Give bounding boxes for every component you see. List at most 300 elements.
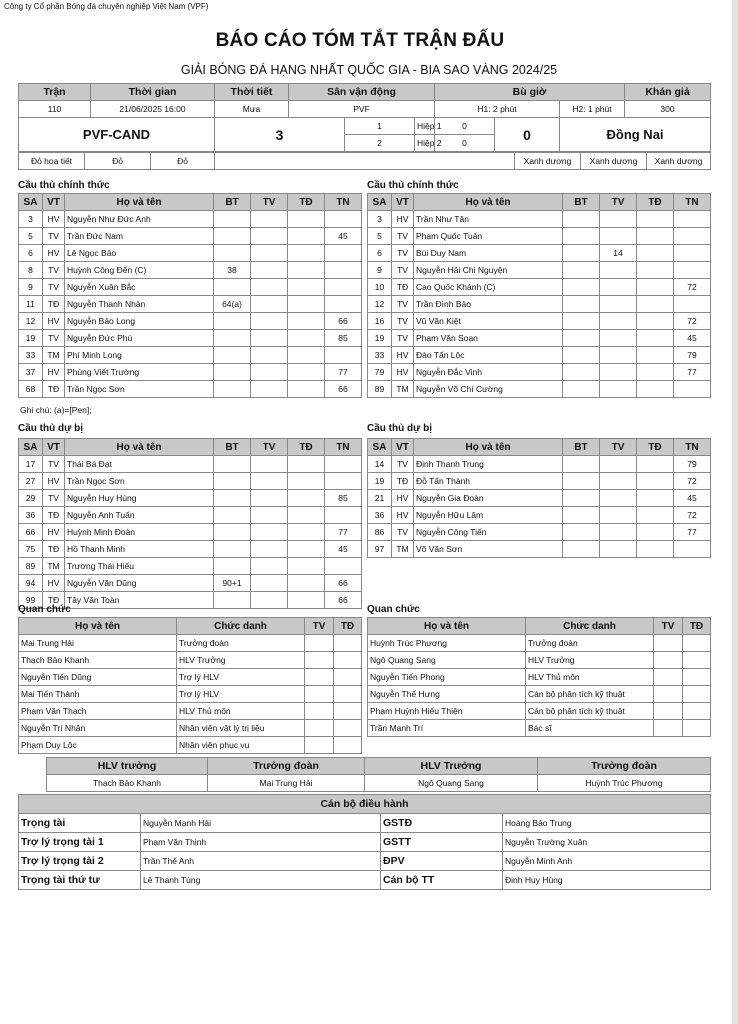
player-number: 99 xyxy=(19,592,43,609)
player-position: TĐ xyxy=(43,296,65,313)
official-red xyxy=(683,635,711,652)
player-name: Phạm Quốc Tuấn xyxy=(414,228,563,245)
yellow-card-minute xyxy=(251,490,288,507)
yellow-card-minute xyxy=(251,473,288,490)
player-row xyxy=(368,381,711,398)
player-position: HV xyxy=(43,524,65,541)
player-number: 3 xyxy=(19,211,43,228)
player-name: Huỳnh Công Đến (C) xyxy=(65,262,214,279)
staff-name-right: Nguyễn Trường Xuân xyxy=(503,833,711,852)
player-position: TĐ xyxy=(43,541,65,558)
col-header-extra-time: Bù giờ xyxy=(435,84,625,101)
official-red xyxy=(683,703,711,720)
player-row xyxy=(368,330,711,347)
away-officials-table xyxy=(367,617,711,737)
substitution-minute xyxy=(325,279,362,296)
player-number: 89 xyxy=(368,381,392,398)
signatures-table xyxy=(46,757,711,792)
official-role: HLV Trưởng xyxy=(526,652,654,669)
official-red xyxy=(683,652,711,669)
player-name: Phạm Văn Soạn xyxy=(414,330,563,347)
away-starting-title: Cầu thủ chính thức xyxy=(367,180,459,191)
goal-minute xyxy=(563,490,600,507)
player-position: TV xyxy=(392,296,414,313)
substitution-minute: 77 xyxy=(325,524,362,541)
staff-role-left: Trọng tài thứ tư xyxy=(19,871,141,890)
col-header-tv: TV xyxy=(654,618,683,635)
half1-label: Hiệp 1 xyxy=(415,118,435,135)
red-card-minute xyxy=(637,245,674,262)
goal-minute xyxy=(214,364,251,381)
yellow-card-minute xyxy=(251,262,288,279)
official-red xyxy=(334,669,362,686)
yellow-card-minute xyxy=(600,330,637,347)
player-position: HV xyxy=(392,211,414,228)
official-red xyxy=(334,652,362,669)
col-header-sa: SA xyxy=(19,439,43,456)
player-name: Nguyễn Như Đức Anh xyxy=(65,211,214,228)
staff-role-right: GSTĐ xyxy=(381,814,503,833)
sig-name-2: Mai Trung Hải xyxy=(208,775,365,792)
yellow-card-minute xyxy=(251,330,288,347)
half1-number: 1 xyxy=(345,118,415,135)
goal-minute xyxy=(563,473,600,490)
goal-minute: 64(a) xyxy=(214,296,251,313)
player-number: 8 xyxy=(19,262,43,279)
official-name: Phạm Văn Thạch xyxy=(19,703,177,720)
yellow-card-minute: 14 xyxy=(600,245,637,262)
col-header-name: Họ và tên xyxy=(368,618,526,635)
player-row xyxy=(368,262,711,279)
player-row xyxy=(368,211,711,228)
player-name: Hồ Thanh Minh xyxy=(65,541,214,558)
player-number: 37 xyxy=(19,364,43,381)
col-header-vt: VT xyxy=(43,439,65,456)
goal-minute xyxy=(563,228,600,245)
col-header-name: Họ và tên xyxy=(414,439,563,456)
substitution-minute xyxy=(325,211,362,228)
match-time: 21/06/2025 16:00 xyxy=(91,101,215,118)
player-number: 79 xyxy=(368,364,392,381)
player-row xyxy=(368,541,711,558)
goal-minute xyxy=(563,524,600,541)
player-name: Trương Thái Hiếu xyxy=(65,558,214,575)
home-kit-3: Đỏ xyxy=(151,153,215,170)
player-position: TV xyxy=(43,228,65,245)
yellow-card-minute xyxy=(600,541,637,558)
player-row xyxy=(19,347,362,364)
col-header-td: TĐ xyxy=(288,194,325,211)
player-name: Nguyễn Xuân Bắc xyxy=(65,279,214,296)
away-score: 0 xyxy=(495,118,560,152)
official-yellow xyxy=(305,686,334,703)
kit-colors-table xyxy=(18,152,711,170)
goal-minute xyxy=(563,347,600,364)
player-name: Nguyễn Huy Hùng xyxy=(65,490,214,507)
yellow-card-minute xyxy=(251,558,288,575)
player-name: Nguyễn Bảo Long xyxy=(65,313,214,330)
goal-minute xyxy=(214,592,251,609)
player-position: TV xyxy=(392,330,414,347)
staff-name-right: Đinh Huy Hùng xyxy=(503,871,711,890)
match-number: 110 xyxy=(19,101,91,118)
col-header-tn: TN xyxy=(674,194,711,211)
player-row xyxy=(19,364,362,381)
red-card-minute xyxy=(637,262,674,279)
red-card-minute xyxy=(288,490,325,507)
official-name: Nguyễn Thế Hưng xyxy=(368,686,526,703)
substitution-minute: 66 xyxy=(325,592,362,609)
player-number: 12 xyxy=(19,313,43,330)
official-red xyxy=(334,635,362,652)
away-subs-table xyxy=(367,438,711,558)
staff-name-left: Trần Thế Anh xyxy=(141,852,381,871)
staff-role-left: Trọng tài xyxy=(19,814,141,833)
official-row xyxy=(368,635,711,652)
player-number: 21 xyxy=(368,490,392,507)
player-row xyxy=(19,507,362,524)
away-officials-title: Quan chức xyxy=(367,604,420,615)
staff-role-right: GSTT xyxy=(381,833,503,852)
player-row xyxy=(19,473,362,490)
player-position: HV xyxy=(43,313,65,330)
player-position: TĐ xyxy=(43,507,65,524)
official-yellow xyxy=(654,635,683,652)
player-row xyxy=(368,313,711,330)
col-header-stadium: Sân vận động xyxy=(289,84,435,101)
player-row xyxy=(368,473,711,490)
red-card-minute xyxy=(288,330,325,347)
staff-role-left: Trợ lý trọng tài 2 xyxy=(19,852,141,871)
player-name: Nguyễn Hữu Lâm xyxy=(414,507,563,524)
goal-minute xyxy=(563,456,600,473)
player-position: TM xyxy=(43,558,65,575)
goal-minute xyxy=(214,490,251,507)
official-name: Trần Mạnh Trí xyxy=(368,720,526,737)
official-name: Phạm Duy Lộc xyxy=(19,737,177,754)
player-position: TĐ xyxy=(43,381,65,398)
player-row xyxy=(19,575,362,592)
player-name: Nguyễn Gia Đoàn xyxy=(414,490,563,507)
red-card-minute xyxy=(637,330,674,347)
red-card-minute xyxy=(288,245,325,262)
first-half-extra: H1: 2 phút xyxy=(435,101,560,118)
player-row xyxy=(368,364,711,381)
player-position: TV xyxy=(43,262,65,279)
col-header-td: TĐ xyxy=(637,439,674,456)
home-subs-table xyxy=(18,438,362,609)
substitution-minute: 66 xyxy=(325,575,362,592)
red-card-minute xyxy=(288,507,325,524)
official-name: Phạm Huỳnh Hiếu Thiện xyxy=(368,703,526,720)
yellow-card-minute xyxy=(600,507,637,524)
substitution-minute: 66 xyxy=(325,313,362,330)
goal-minute xyxy=(214,541,251,558)
red-card-minute xyxy=(637,490,674,507)
col-header-vt: VT xyxy=(392,439,414,456)
substitution-minute xyxy=(325,473,362,490)
red-card-minute xyxy=(637,473,674,490)
substitution-minute: 77 xyxy=(325,364,362,381)
goal-minute xyxy=(214,245,251,262)
col-header-name: Họ và tên xyxy=(65,439,214,456)
player-name: Nguyễn Anh Tuấn xyxy=(65,507,214,524)
official-role: HLV Trưởng xyxy=(177,652,305,669)
yellow-card-minute xyxy=(251,575,288,592)
red-card-minute xyxy=(288,279,325,296)
player-number: 19 xyxy=(368,473,392,490)
official-name: Mai Trung Hải xyxy=(19,635,177,652)
official-role: Trưởng đoàn xyxy=(177,635,305,652)
red-card-minute xyxy=(637,456,674,473)
match-officials-table xyxy=(18,794,711,890)
col-header-match: Trận xyxy=(19,84,91,101)
yellow-card-minute xyxy=(251,541,288,558)
player-position: HV xyxy=(392,347,414,364)
substitution-minute xyxy=(325,558,362,575)
substitution-minute xyxy=(325,456,362,473)
player-row xyxy=(19,245,362,262)
official-role: Nhân viên vật lý trị liệu xyxy=(177,720,305,737)
goal-minute xyxy=(563,330,600,347)
goal-minute xyxy=(563,381,600,398)
yellow-card-minute xyxy=(251,592,288,609)
player-number: 86 xyxy=(368,524,392,541)
half1-score: 0 xyxy=(435,118,495,135)
red-card-minute xyxy=(637,228,674,245)
player-name: Tây Văn Toàn xyxy=(65,592,214,609)
player-position: HV xyxy=(43,575,65,592)
away-starting-table xyxy=(367,193,711,398)
player-position: TM xyxy=(43,347,65,364)
substitution-minute xyxy=(674,381,711,398)
player-position: HV xyxy=(43,364,65,381)
goal-minute xyxy=(563,211,600,228)
substitution-minute xyxy=(325,347,362,364)
player-position: TV xyxy=(43,456,65,473)
player-number: 9 xyxy=(368,262,392,279)
player-name: Cao Quốc Khánh (C) xyxy=(414,279,563,296)
player-row xyxy=(368,245,711,262)
player-number: 29 xyxy=(19,490,43,507)
official-red xyxy=(334,686,362,703)
goal-minute xyxy=(214,313,251,330)
col-header-sa: SA xyxy=(368,439,392,456)
staff-name-right: Hoàng Bảo Trung xyxy=(503,814,711,833)
substitution-minute: 66 xyxy=(325,381,362,398)
yellow-card-minute xyxy=(600,456,637,473)
official-role: Trợ lý HLV xyxy=(177,669,305,686)
red-card-minute xyxy=(637,541,674,558)
yellow-card-minute xyxy=(251,296,288,313)
yellow-card-minute xyxy=(600,381,637,398)
goal-minute xyxy=(214,381,251,398)
substitution-minute: 72 xyxy=(674,279,711,296)
official-row xyxy=(19,703,362,720)
home-kit-2: Đỏ xyxy=(85,153,151,170)
staff-row xyxy=(19,871,711,890)
match-weather: Mưa xyxy=(215,101,289,118)
player-number: 11 xyxy=(19,296,43,313)
player-row xyxy=(368,347,711,364)
red-card-minute xyxy=(288,347,325,364)
official-red xyxy=(334,737,362,754)
official-role: Cán bộ phân tích kỹ thuật xyxy=(526,686,654,703)
goal-minute xyxy=(214,347,251,364)
player-number: 17 xyxy=(19,456,43,473)
substitution-minute: 72 xyxy=(674,507,711,524)
home-kit-1: Đỏ hoạ tiết xyxy=(19,153,85,170)
home-starting-title: Cầu thủ chính thức xyxy=(18,180,110,191)
player-number: 19 xyxy=(368,330,392,347)
official-role: Trợ lý HLV xyxy=(177,686,305,703)
substitution-minute xyxy=(325,245,362,262)
col-header-name: Họ và tên xyxy=(19,618,177,635)
official-yellow xyxy=(654,686,683,703)
col-header-tn: TN xyxy=(325,194,362,211)
red-card-minute xyxy=(288,262,325,279)
substitution-minute xyxy=(674,228,711,245)
official-row xyxy=(19,737,362,754)
yellow-card-minute xyxy=(600,279,637,296)
away-kit-3: Xanh dương xyxy=(647,153,711,170)
player-number: 75 xyxy=(19,541,43,558)
match-info-table xyxy=(18,83,711,152)
staff-name-right: Nguyễn Minh Anh xyxy=(503,852,711,871)
official-row xyxy=(368,652,711,669)
official-row xyxy=(368,703,711,720)
player-name: Trần Đức Nam xyxy=(65,228,214,245)
red-card-minute xyxy=(288,313,325,330)
home-officials-title: Quan chức xyxy=(18,604,71,615)
player-name: Phí Minh Long xyxy=(65,347,214,364)
official-role: Trưởng đoàn xyxy=(526,635,654,652)
player-position: TV xyxy=(392,262,414,279)
goal-minute xyxy=(563,313,600,330)
player-number: 12 xyxy=(368,296,392,313)
staff-title: Cán bộ điều hành xyxy=(19,795,711,814)
staff-name-left: Nguyễn Mạnh Hải xyxy=(141,814,381,833)
sig-name-1: Thạch Bảo Khanh xyxy=(47,775,208,792)
player-position: TV xyxy=(43,490,65,507)
player-number: 14 xyxy=(368,456,392,473)
player-name: Bùi Duy Nam xyxy=(414,245,563,262)
yellow-card-minute xyxy=(251,228,288,245)
player-position: HV xyxy=(43,473,65,490)
player-row xyxy=(368,296,711,313)
report-subtitle: GIẢI BÓNG ĐÁ HẠNG NHẤT QUỐC GIA - BIA SAO VÀNG 2024/25 xyxy=(180,63,558,77)
yellow-card-minute xyxy=(251,456,288,473)
goal-minute xyxy=(214,524,251,541)
yellow-card-minute xyxy=(251,381,288,398)
player-row xyxy=(19,524,362,541)
staff-name-left: Phạm Văn Thịnh xyxy=(141,833,381,852)
red-card-minute xyxy=(288,364,325,381)
player-name: Nguyễn Võ Chí Cường xyxy=(414,381,563,398)
away-subs-title: Cầu thủ dự bị xyxy=(367,423,433,434)
col-header-bt: BT xyxy=(214,194,251,211)
player-row xyxy=(368,456,711,473)
player-row xyxy=(19,490,362,507)
yellow-card-minute xyxy=(600,262,637,279)
official-red xyxy=(683,686,711,703)
col-header-tn: TN xyxy=(325,439,362,456)
official-row xyxy=(19,635,362,652)
official-row xyxy=(19,652,362,669)
player-position: TV xyxy=(43,330,65,347)
player-position: TV xyxy=(392,456,414,473)
col-header-time: Thời gian xyxy=(91,84,215,101)
substitution-minute: 79 xyxy=(674,456,711,473)
player-name: Huỳnh Minh Đoàn xyxy=(65,524,214,541)
staff-role-right: Cán bộ TT xyxy=(381,871,503,890)
player-number: 6 xyxy=(19,245,43,262)
home-subs-title: Cầu thủ dự bị xyxy=(18,423,84,434)
away-team-name: Đồng Nai xyxy=(560,118,711,152)
col-header-bt: BT xyxy=(563,439,600,456)
red-card-minute xyxy=(288,541,325,558)
player-number: 10 xyxy=(368,279,392,296)
official-name: Thạch Bảo Khanh xyxy=(19,652,177,669)
player-row xyxy=(19,541,362,558)
col-header-tv: TV xyxy=(600,194,637,211)
second-half-extra: H2: 1 phút xyxy=(560,101,625,118)
player-number: 94 xyxy=(19,575,43,592)
player-number: 33 xyxy=(19,347,43,364)
yellow-card-minute xyxy=(251,347,288,364)
substitution-minute xyxy=(325,296,362,313)
official-row xyxy=(19,720,362,737)
official-name: Ngô Quang Sang xyxy=(368,652,526,669)
yellow-card-minute xyxy=(600,473,637,490)
sig-name-4: Huỳnh Trúc Phương xyxy=(538,775,711,792)
col-header-name: Họ và tên xyxy=(65,194,214,211)
player-row xyxy=(368,524,711,541)
col-header-sa: SA xyxy=(19,194,43,211)
official-name: Mai Tiến Thành xyxy=(19,686,177,703)
yellow-card-minute xyxy=(600,296,637,313)
col-header-name: Họ và tên xyxy=(414,194,563,211)
goal-minute xyxy=(214,279,251,296)
official-role: Bác sĩ xyxy=(526,720,654,737)
player-position: TĐ xyxy=(392,473,414,490)
player-number: 9 xyxy=(19,279,43,296)
official-role: HLV Thủ môn xyxy=(526,669,654,686)
goal-minute xyxy=(214,330,251,347)
player-position: TV xyxy=(392,228,414,245)
player-name: Đỗ Tấn Thành xyxy=(414,473,563,490)
player-name: Trần Ngọc Sơn xyxy=(65,381,214,398)
player-name: Võ Văn Sơn xyxy=(414,541,563,558)
substitution-minute xyxy=(674,245,711,262)
col-header-td: TĐ xyxy=(683,618,711,635)
half2-label: Hiệp 2 xyxy=(415,135,435,152)
page-edge xyxy=(732,0,738,1024)
official-yellow xyxy=(305,669,334,686)
yellow-card-minute xyxy=(251,507,288,524)
substitution-minute: 45 xyxy=(674,490,711,507)
red-card-minute xyxy=(288,473,325,490)
player-name: Trần Ngọc Sơn xyxy=(65,473,214,490)
substitution-minute: 77 xyxy=(674,524,711,541)
substitution-minute xyxy=(674,296,711,313)
col-header-tn: TN xyxy=(674,439,711,456)
player-number: 68 xyxy=(19,381,43,398)
substitution-minute: 79 xyxy=(674,347,711,364)
player-number: 36 xyxy=(19,507,43,524)
red-card-minute xyxy=(288,524,325,541)
red-card-minute xyxy=(288,381,325,398)
